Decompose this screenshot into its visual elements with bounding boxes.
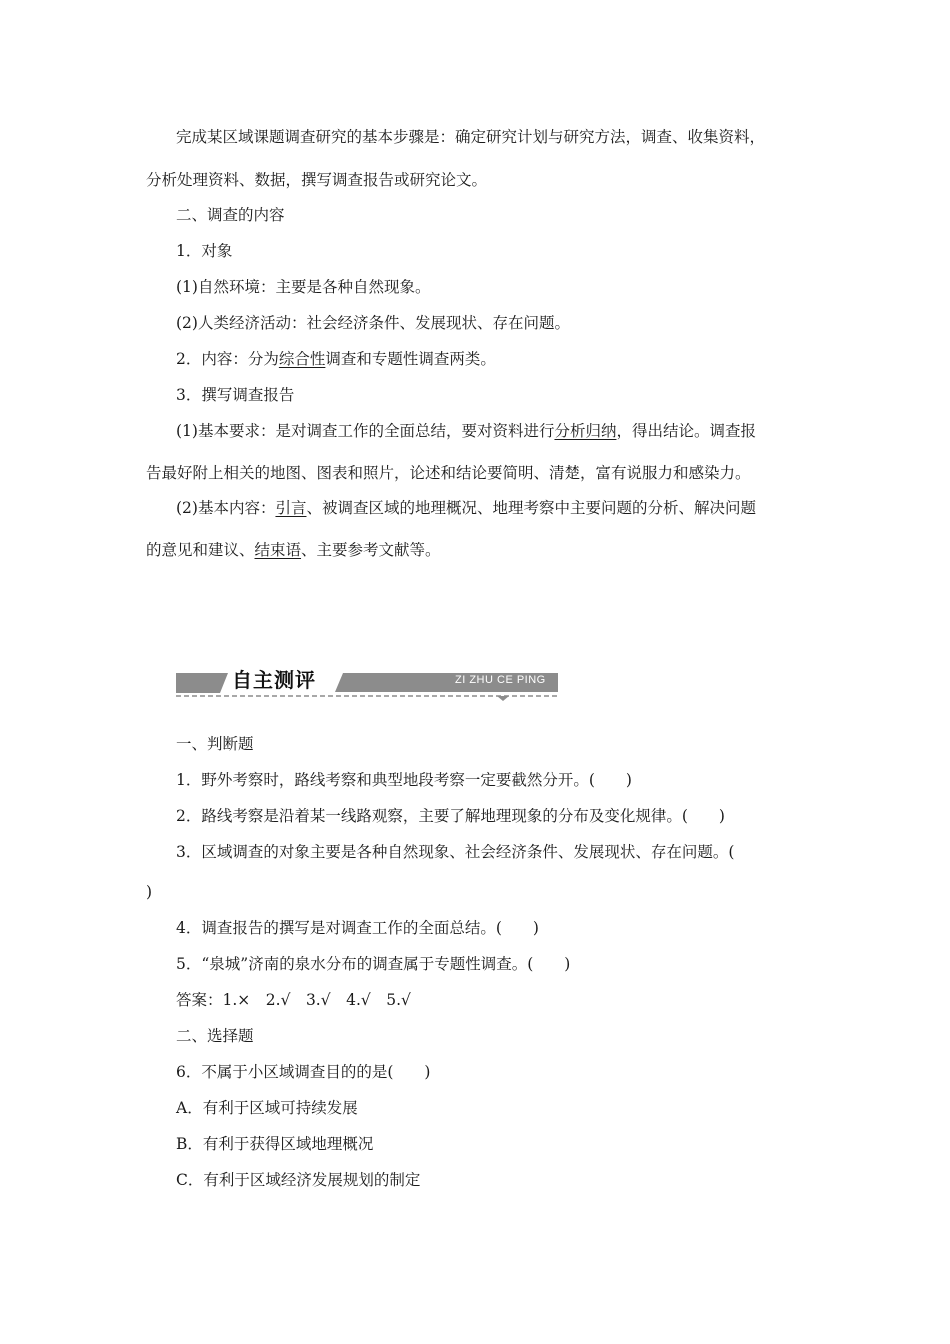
banner-pointer [497, 696, 509, 701]
steps-paragraph-line2: 分析处理资料、数据，撰写调查报告或研究论文。 [146, 171, 488, 189]
judge-question-4: 4．调查报告的撰写是对调查工作的全面总结。( ) [176, 919, 539, 937]
requirements-prefix: (1)基本要求：是对调查工作的全面总结，要对资料进行 [176, 422, 555, 440]
report-heading: 3．撰写调查报告 [176, 386, 295, 404]
choice-option-b: B．有利于获得区域地理概况 [176, 1135, 374, 1153]
judge-question-5: 5．“泉城”济南的泉水分布的调查属于专题性调查。( ) [176, 955, 571, 973]
choice-heading: 二、选择题 [176, 1027, 254, 1045]
basic-content-middle: 、被调查区域的地理概况、地理考察中主要问题的分析、解决问题 [306, 499, 756, 517]
steps-paragraph-line1: 完成某区域课题调查研究的基本步骤是：确定研究计划与研究方法，调查、收集资料， [176, 128, 766, 146]
judge-answers: 答案：1.× 2.√ 3.√ 4.√ 5.√ [176, 991, 411, 1009]
choice-option-a: A．有利于区域可持续发展 [176, 1099, 358, 1117]
basic-requirements-line2: 告最好附上相关的地图、图表和照片，论述和结论要简明、清楚，富有说服力和感染力。 [146, 464, 751, 482]
basic-content-prefix: (2)基本内容： [176, 499, 276, 517]
judge-question-1: 1．野外考察时，路线考察和典型地段考察一定要截然分开。( ) [176, 771, 632, 789]
choice-option-c: C．有利于区域经济发展规划的制定 [176, 1171, 421, 1189]
judge-heading: 一、判断题 [176, 735, 254, 753]
basic-content-line1 [176, 497, 756, 519]
banner-title: 自主测评 [232, 668, 316, 692]
analysis-underlined: 分析归纳 [554, 422, 617, 440]
human-activity-item: (2)人类经济活动：社会经济条件、发展现状、存在问题。 [176, 314, 570, 332]
banner-left-block [176, 673, 228, 693]
basic-content-line2 [146, 539, 441, 561]
banner-subtitle: ZI ZHU CE PING [455, 674, 546, 686]
survey-types-suffix: 调查和专题性调查两类。 [325, 350, 496, 368]
basic-requirements-line1 [176, 420, 756, 442]
introduction-underlined: 引言 [275, 499, 307, 517]
basic-content-line2-prefix: 的意见和建议、 [146, 541, 255, 559]
choice-question-6: 6．不属于小区域调查目的的是( ) [176, 1063, 431, 1081]
requirements-suffix: ，得出结论。调查报 [616, 422, 756, 440]
comprehensive-underlined: 综合性 [278, 350, 326, 368]
judge-question-2: 2．路线考察是沿着某一线路观察，主要了解地理现象的分布及变化规律。( ) [176, 807, 725, 825]
judge-question-3-line1: 3．区域调查的对象主要是各种自然现象、社会经济条件、发展现状、存在问题。( [176, 843, 735, 861]
judge-question-3-line2: ) [146, 883, 153, 901]
section-heading-content: 二、调查的内容 [176, 206, 285, 224]
survey-types-prefix: 2．内容：分为 [176, 350, 279, 368]
basic-content-line2-suffix: 、主要参考文献等。 [301, 541, 441, 559]
conclusion-underlined: 结束语 [254, 541, 302, 559]
object-heading: 1．对象 [176, 242, 233, 260]
survey-types-item [176, 348, 496, 370]
natural-environment-item: (1)自然环境：主要是各种自然现象。 [176, 278, 431, 296]
